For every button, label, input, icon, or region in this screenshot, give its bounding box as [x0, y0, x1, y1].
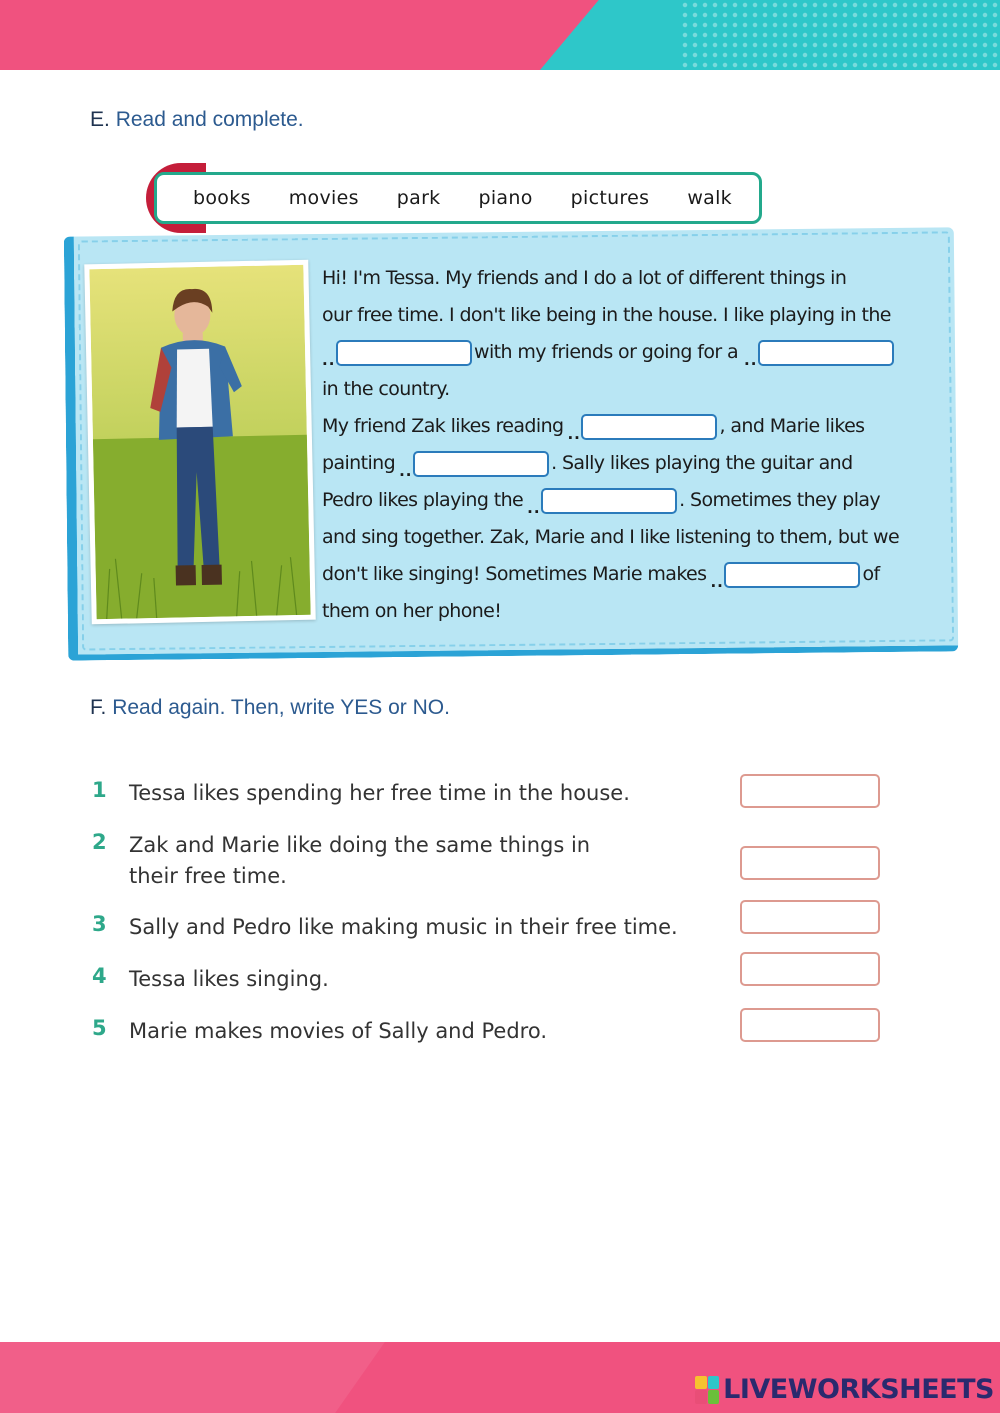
blank-marker: ..	[567, 424, 581, 443]
passage-text: our free time. I don't like being in the house. I like playing in the	[322, 304, 891, 326]
word-bank-item: pictures	[570, 187, 650, 209]
yes-no-answer-box[interactable]	[740, 846, 880, 880]
passage-line	[322, 482, 922, 519]
word-bank-item: park	[396, 187, 441, 209]
passage-text: with my friends or going for a	[474, 341, 739, 363]
word-bank	[154, 172, 762, 224]
passage-line	[322, 371, 922, 408]
passage-line	[322, 519, 922, 556]
passage-line	[322, 556, 922, 593]
answer-blank-2[interactable]	[758, 340, 894, 366]
passage-text: of	[862, 563, 880, 585]
yes-no-answer-box[interactable]	[740, 900, 880, 934]
passage-line	[322, 408, 922, 445]
passage-text: , and Marie likes	[719, 415, 865, 437]
tessa-photo	[84, 260, 315, 625]
blank-marker: ..	[710, 572, 724, 591]
section-e-heading	[90, 108, 304, 132]
yes-no-answer-box[interactable]	[740, 1008, 880, 1042]
answer-blank-5[interactable]	[541, 488, 677, 514]
question-text: Tessa likes spending her free time in the house.	[129, 781, 630, 805]
passage-text: in the country.	[322, 378, 450, 400]
question-text: Tessa likes singing.	[129, 967, 329, 991]
blank-marker: ..	[744, 350, 758, 369]
question-text: Marie makes movies of Sally and Pedro.	[129, 1019, 547, 1043]
word-bank-item: movies	[288, 187, 359, 209]
answer-blank-3[interactable]	[581, 414, 717, 440]
girl-in-field-illustration	[89, 265, 310, 619]
liveworksheets-logo	[695, 1374, 994, 1405]
word-bank-item: piano	[478, 187, 533, 209]
top-decorative-band	[0, 0, 1000, 70]
passage-text: My friend Zak likes reading	[322, 415, 564, 437]
answer-blank-1[interactable]	[336, 340, 472, 366]
passage-line	[322, 445, 922, 482]
passage-text: . Sally likes playing the guitar and	[551, 452, 853, 474]
question-number: 1	[92, 778, 107, 802]
question-number: 2	[92, 830, 107, 854]
question-number: 3	[92, 912, 107, 936]
passage-text: don't like singing! Sometimes Marie makes	[322, 563, 707, 585]
passage-line	[322, 297, 922, 334]
answer-blank-6[interactable]	[724, 562, 860, 588]
passage-line	[322, 593, 922, 630]
passage-line	[322, 334, 922, 371]
top-band-dot-pattern	[680, 0, 1000, 70]
yes-no-answer-box[interactable]	[740, 952, 880, 986]
question-number: 4	[92, 964, 107, 988]
liveworksheets-logo-icon	[695, 1376, 719, 1404]
blank-marker: ..	[322, 350, 336, 369]
section-f-heading	[90, 696, 450, 720]
bottom-band-stripe	[0, 1342, 385, 1413]
section-f-title: Read again. Then, write YES or NO.	[112, 696, 450, 719]
passage-line	[322, 260, 922, 297]
liveworksheets-brand-text: LIVEWORKSHEETS	[723, 1374, 994, 1405]
passage-text: painting	[322, 452, 396, 474]
blank-marker: ..	[527, 498, 541, 517]
question-text: Zak and Marie like doing the same things in their free time.	[129, 833, 591, 888]
passage-text: . Sometimes they play	[679, 489, 881, 511]
passage-text: and sing together. Zak, Marie and I like listening to them, but we	[322, 526, 900, 548]
passage-text: them on her phone!	[322, 600, 502, 622]
passage-text: Pedro likes playing the	[322, 489, 524, 511]
section-e-title: Read and complete.	[115, 108, 304, 131]
reading-passage	[322, 260, 922, 630]
section-e-letter: E.	[90, 108, 110, 131]
question-text: Sally and Pedro like making music in their free time.	[129, 915, 678, 939]
word-bank-item: walk	[687, 187, 732, 209]
yes-no-answer-box[interactable]	[740, 774, 880, 808]
passage-text: Hi! I'm Tessa. My friends and I do a lot of different things in	[322, 267, 847, 289]
section-f-letter: F.	[90, 696, 107, 719]
answer-blank-4[interactable]	[413, 451, 549, 477]
question-number: 5	[92, 1016, 107, 1040]
word-bank-item: books	[193, 187, 251, 209]
blank-marker: ..	[399, 461, 413, 480]
